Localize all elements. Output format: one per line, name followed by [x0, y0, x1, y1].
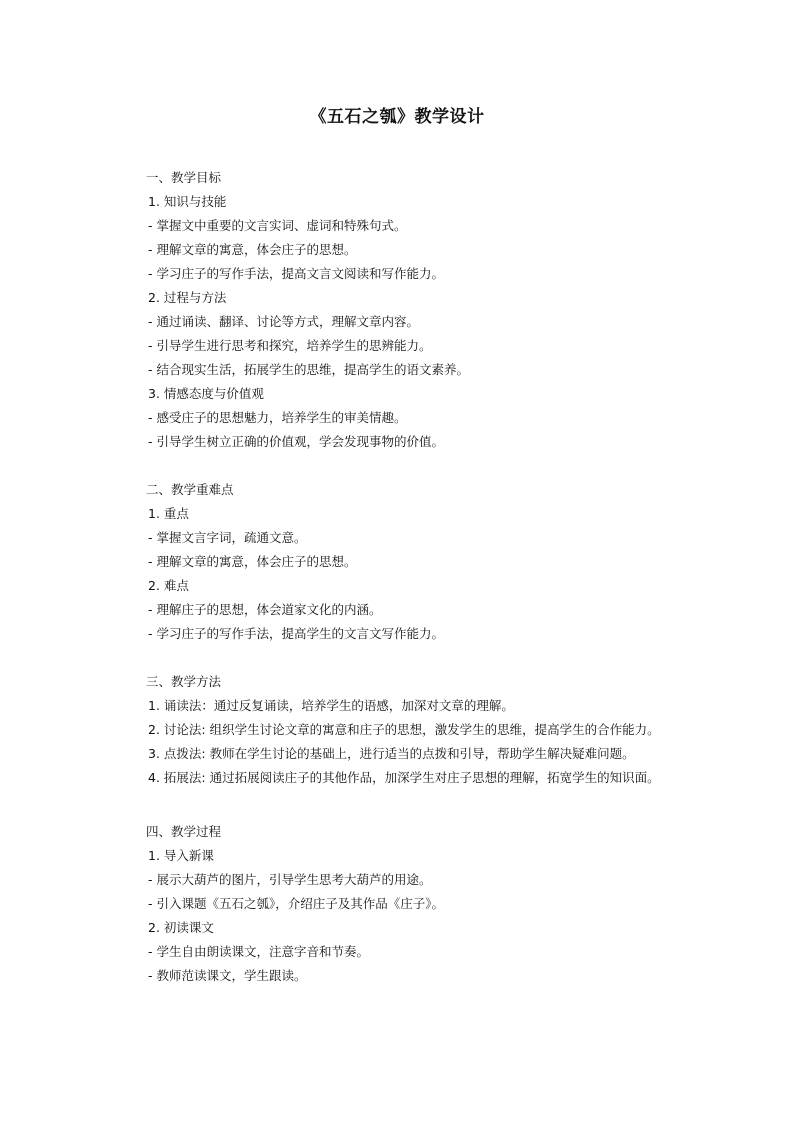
list-item: - 学习庄子的写作手法，提高文言文阅读和写作能力。: [148, 266, 444, 281]
list-item: - 理解文章的寓意，体会庄子的思想。: [148, 554, 357, 569]
list-item: - 学生自由朗读课文，注意字音和节奏。: [148, 944, 369, 959]
list-item: - 通过诵读、翻译、讨论等方式，理解文章内容。: [148, 314, 419, 329]
document-title: 《五石之瓠》教学设计: [309, 107, 485, 127]
list-item: - 学习庄子的写作手法，提高学生的文言文写作能力。: [148, 626, 444, 641]
list-item: - 展示大葫芦的图片，引导学生思考大葫芦的用途。: [148, 872, 432, 887]
list-item: - 理解文章的寓意，体会庄子的思想。: [148, 242, 357, 257]
spacer: [120, 454, 680, 478]
method-paragraph: 4. 拓展法: 通过拓展阅读庄子的其他作品，加深学生对庄子思想的理解，拓宽学生的知识面。: [148, 770, 660, 785]
method-paragraph: 3. 点拨法: 教师在学生讨论的基础上，进行适当的点拨和引导，帮助学生解决疑难问题。: [148, 746, 635, 761]
list-item: - 掌握文中重要的文言实词、虚词和特殊句式。: [148, 218, 407, 233]
subheading-intro: 1. 导入新课: [148, 848, 214, 863]
list-item: - 引入课题《五石之瓠》，介绍庄子及其作品《庄子》。: [148, 896, 444, 911]
subheading-difficulty: 2. 难点: [148, 578, 189, 593]
subheading-attitude-values: 3. 情感态度与价值观: [148, 386, 264, 401]
section-heading-process: 四、教学过程: [146, 824, 222, 839]
list-item: - 感受庄子的思想魅力，培养学生的审美情趣。: [148, 410, 407, 425]
section-heading-methods: 三、教学方法: [146, 674, 222, 689]
method-paragraph: 1. 诵读法：通过反复诵读，培养学生的语感，加深对文章的理解。: [148, 698, 514, 713]
list-item: - 引导学生树立正确的价值观，学会发现事物的价值。: [148, 434, 444, 449]
spacer: [120, 646, 680, 670]
subheading-focus: 1. 重点: [148, 506, 189, 521]
spacer: [120, 790, 680, 820]
list-item: - 教师范读课文，学生跟读。: [148, 968, 307, 983]
list-item: - 结合现实生活，拓展学生的思维，提高学生的语文素养。: [148, 362, 469, 377]
document-body: [120, 166, 680, 988]
subheading-first-reading: 2. 初读课文: [148, 920, 214, 935]
list-item: - 掌握文言字词，疏通文意。: [148, 530, 307, 545]
list-item: - 理解庄子的思想，体会道家文化的内涵。: [148, 602, 382, 617]
method-paragraph: 2. 讨论法: 组织学生讨论文章的寓意和庄子的思想，激发学生的思维，提高学生的合作能力。: [148, 722, 660, 737]
list-item: - 引导学生进行思考和探究，培养学生的思辨能力。: [148, 338, 432, 353]
section-heading-objectives: 一、教学目标: [146, 170, 222, 185]
subheading-process-methods: 2. 过程与方法: [148, 290, 227, 305]
section-heading-key-points: 二、教学重难点: [146, 482, 234, 497]
subheading-knowledge-skills: 1. 知识与技能: [148, 194, 227, 209]
